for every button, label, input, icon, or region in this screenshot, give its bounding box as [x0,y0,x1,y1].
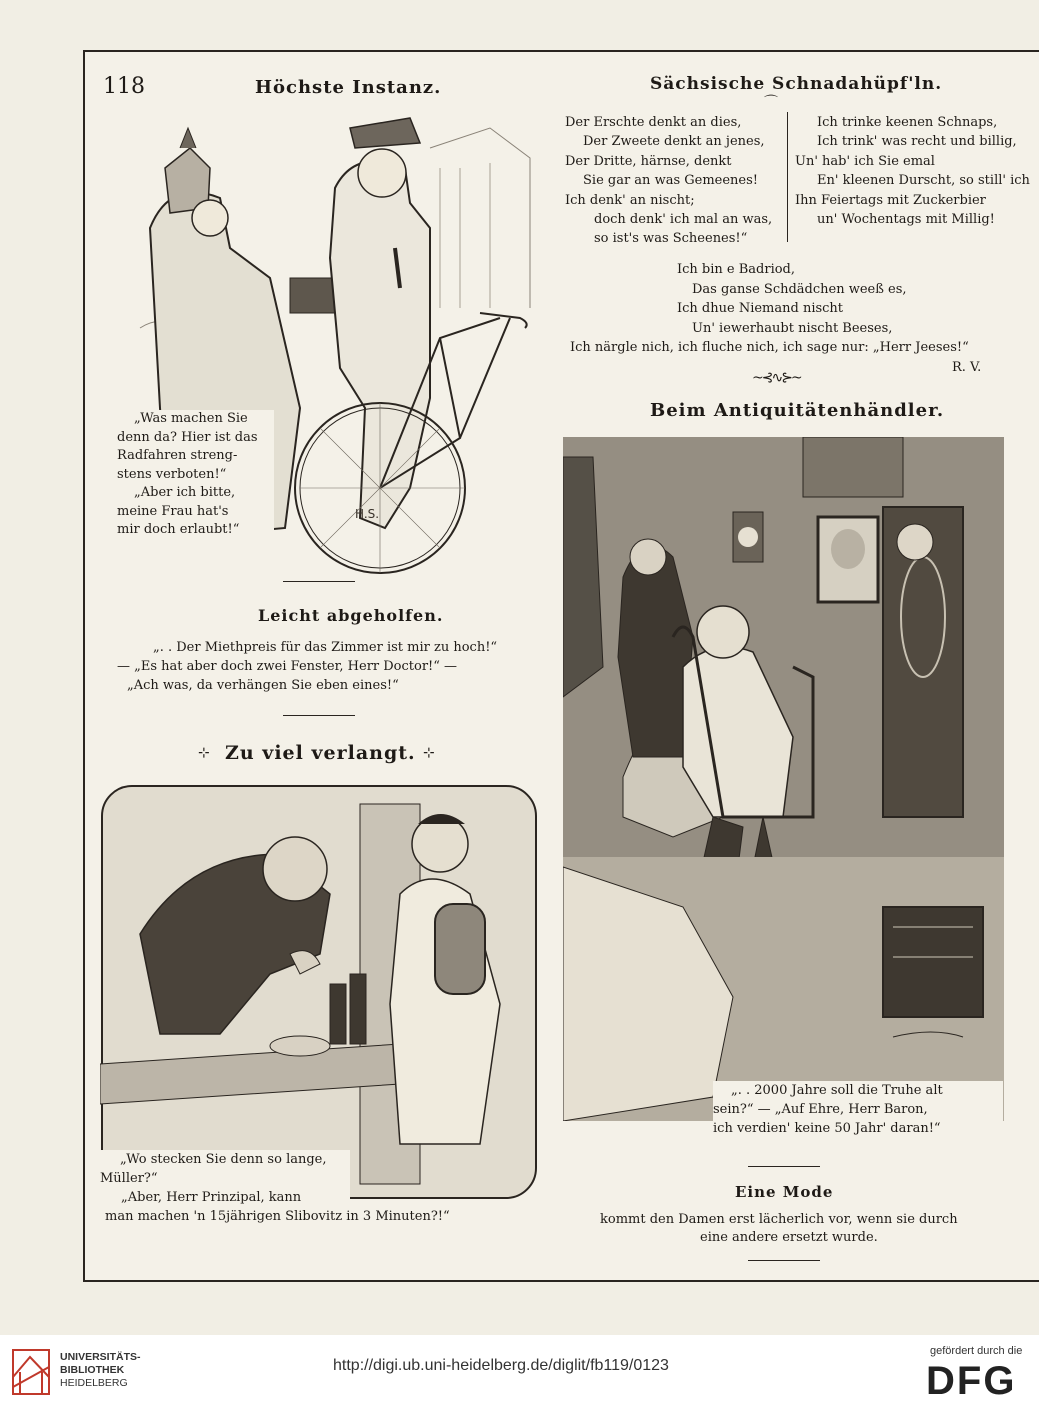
text-leicht-2: — „Es hat aber doch zwei Fenster, Herr Doctor!“ — [117,659,458,674]
library-name-line-1: UNIVERSITÄTS- [60,1351,141,1363]
caption-line: meine Frau hat's [117,503,229,519]
poem-line: Ich närgle nich, ich fluche nich, ich sage nur: „Herr Jeeses!“ [570,340,969,356]
text-eine-mode-1: kommt den Damen erst lächerlich vor, wenn sie durch [600,1212,958,1227]
poem-line: Ich bin e Badriod, [677,262,796,277]
title-saechsische: Sächsische Schnadahüpf'ln. [650,74,943,94]
caption-line: sein?“ — „Auf Ehre, Herr Baron, [713,1102,928,1117]
title-hoechste-instanz: Höchste Instanz. [255,77,442,98]
caption-line: Radfahren streng- [117,448,238,463]
poem-line: un' Wochentags mit Millig! [817,211,995,227]
divider [283,581,355,582]
column-separator [787,112,788,242]
poem-line: Sie gar an was Gemeenes! [583,173,758,189]
library-name-line-2: BIBLIOTHEK [60,1364,125,1376]
viewer-footer [0,1335,1039,1408]
title-ornament-right: ⊹ [423,745,435,761]
text-leicht-1: „. . Der Miethpreis für das Zimmer ist mir zu hoch!“ [153,640,498,655]
poem-signature: R. V. [952,360,982,375]
antique-dealer-illustration [563,437,1004,1121]
permalink-url[interactable]: http://digi.ub.uni-heidelberg.de/diglit/fb119/0123 [333,1357,669,1374]
poem-stanza [570,260,969,358]
text-leicht-3: „Ach was, da verhängen Sie eben eines!“ [127,678,399,693]
library-name-line-3: HEIDELBERG [60,1377,128,1389]
poem-line: so ist's was Scheenes!“ [594,231,748,247]
caption-line: stens verboten!“ [117,466,227,482]
caption-line: „Aber ich bitte, [134,485,236,500]
caption-line: „Was machen Sie [134,411,248,426]
title-antiquitaeten: Beim Antiquitätenhändler. [650,400,945,421]
funded-by-label: gefördert durch die [930,1345,1023,1357]
caption-line: Müller?“ [100,1171,158,1186]
caption-line: mir doch erlaubt!“ [117,522,240,537]
page-number: 118 [103,74,145,99]
dfg-logo[interactable]: DFG [926,1359,1017,1403]
ornament-divider: ~⊰∿⊱~ [752,370,801,386]
poem-line: Der Dritte, härnse, denkt [565,153,732,169]
title-ornament-left: ⊹ [198,745,210,761]
university-library-logo-icon[interactable] [10,1347,52,1397]
caption-hoechste-instanz [117,410,274,580]
poem-line: Ich denk' an nischt; [565,192,695,208]
poem-column-right [795,113,1030,229]
caption-line: man machen 'n 15jährigen Slibovitz in 3 Minuten?!“ [105,1209,450,1224]
poem-line: Un' iewerhaubt nischt Beeses, [692,320,893,336]
caption-line: „Wo stecken Sie denn so lange, [120,1152,327,1167]
poem-line: doch denk' ich mal an was, [594,211,773,227]
title-eine-mode: Eine Mode [735,1183,834,1201]
poem-line: Ihn Feiertags mit Zuckerbier [795,192,986,208]
title-leicht-abgeholfen: Leicht abgeholfen. [258,606,444,625]
poem-line: Un' hab' ich Sie emal [795,153,935,169]
caption-line: „Aber, Herr Prinzipal, kann [121,1190,302,1205]
divider [283,715,355,716]
svg-text:H.S.: H.S. [355,507,380,521]
title-flourish: ⌒ [764,95,778,111]
poem-line: Ich trink' was recht und billig, [817,134,1017,150]
poem-column-left [565,113,772,249]
poem-line: En' kleenen Durscht, so still' ich [817,173,1030,189]
text-eine-mode-2: eine andere ersetzt wurde. [700,1230,878,1245]
divider [748,1260,820,1261]
poem-line: Ich trinke keenen Schnaps, [817,115,998,130]
title-zu-viel-verlangt: Zu viel verlangt. [225,742,416,764]
divider [748,1166,820,1167]
caption-line: „. . 2000 Jahre soll die Truhe alt [731,1083,943,1098]
shop-owner-clerk-illustration [100,784,538,1200]
caption-line: ich verdien' keine 50 Jahr' daran!“ [713,1121,941,1136]
caption-line: denn da? Hier ist das [117,429,258,445]
caption-antiquitaeten [713,1081,1003,1161]
poem-line: Der Erschte denkt an dies, [565,115,742,130]
poem-line: Das ganse Schdädchen weeß es, [692,281,907,297]
poem-line: Ich dhue Niemand nischt [677,301,844,317]
poem-line: Der Zweete denkt an jenes, [583,134,765,150]
